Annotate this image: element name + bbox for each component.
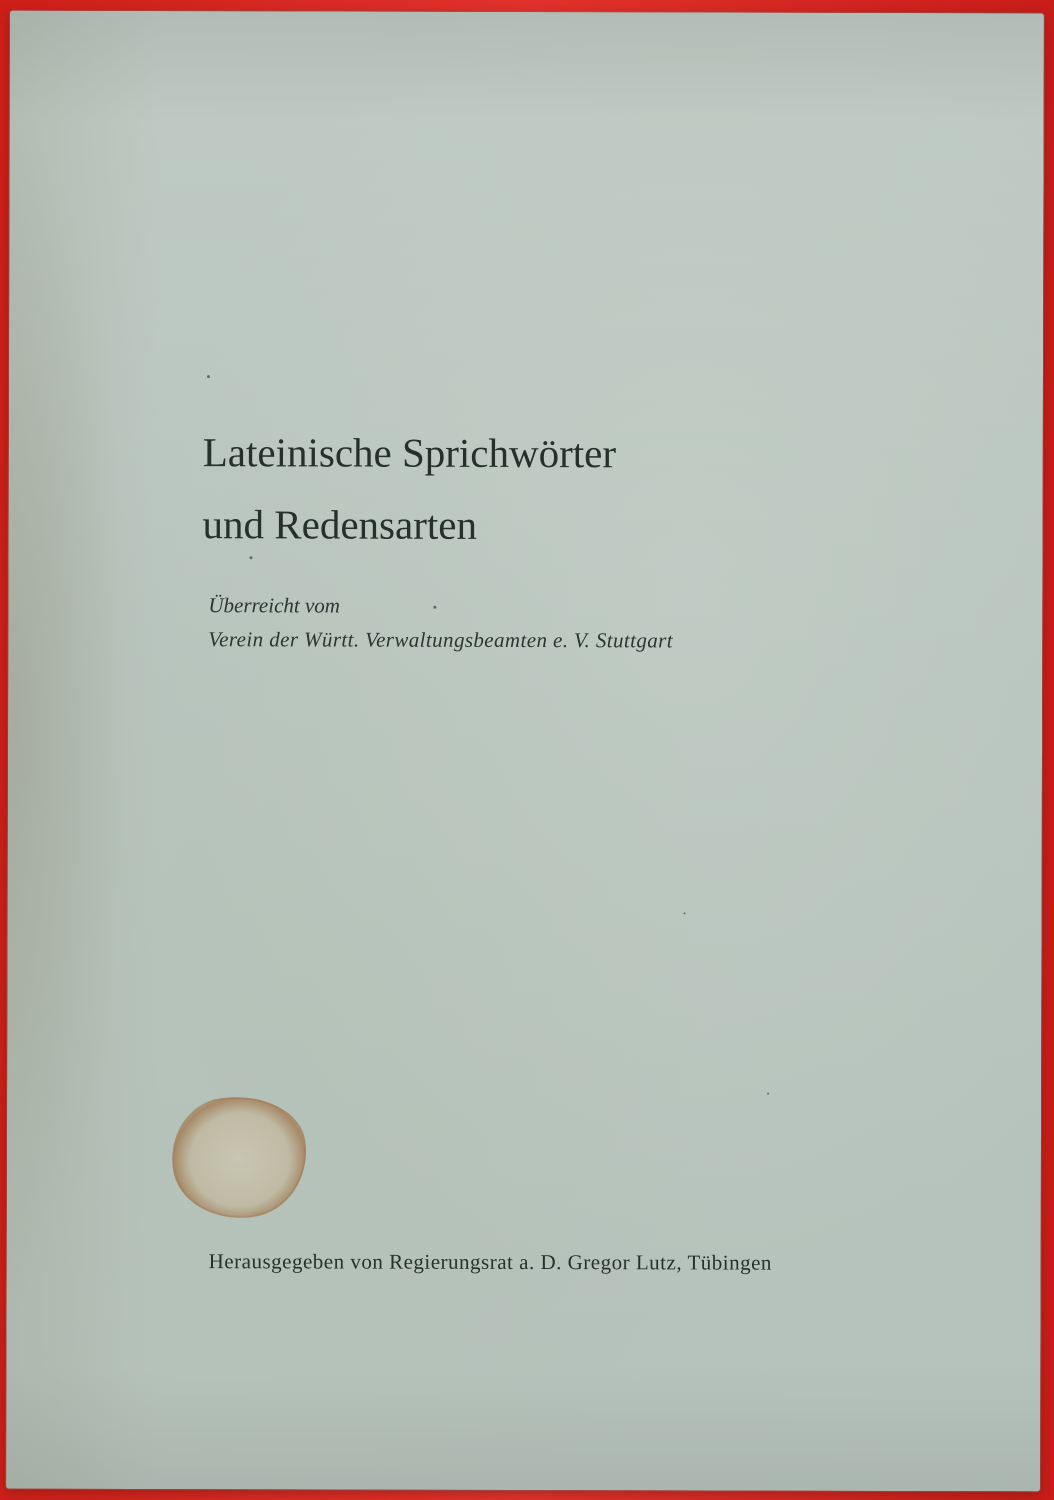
paper-speck: [207, 375, 210, 378]
top-paper-shadow: [10, 11, 1044, 124]
booklet-title: [202, 416, 616, 561]
title-line-1: Lateinische Sprichwörter: [202, 429, 617, 477]
presented-by-label: Überreicht vom: [208, 593, 341, 618]
water-stain: [164, 1088, 314, 1227]
issuer-organization: Verein der Württ. Verwaltungsbeamten e. V. Stuttgart: [208, 627, 674, 653]
paper-speck: [767, 1093, 769, 1095]
spine-wear: [6, 11, 160, 1489]
booklet-cover: [6, 11, 1044, 1492]
paper-speck: [433, 606, 436, 609]
paper-speck: [684, 912, 686, 914]
bottom-paper-shadow: [6, 1369, 1040, 1492]
title-line-2: und Redensarten: [202, 501, 478, 548]
publisher-credit: Herausgegeben von Regierungsrat a. D. Gregor Lutz, Tübingen: [208, 1249, 772, 1275]
